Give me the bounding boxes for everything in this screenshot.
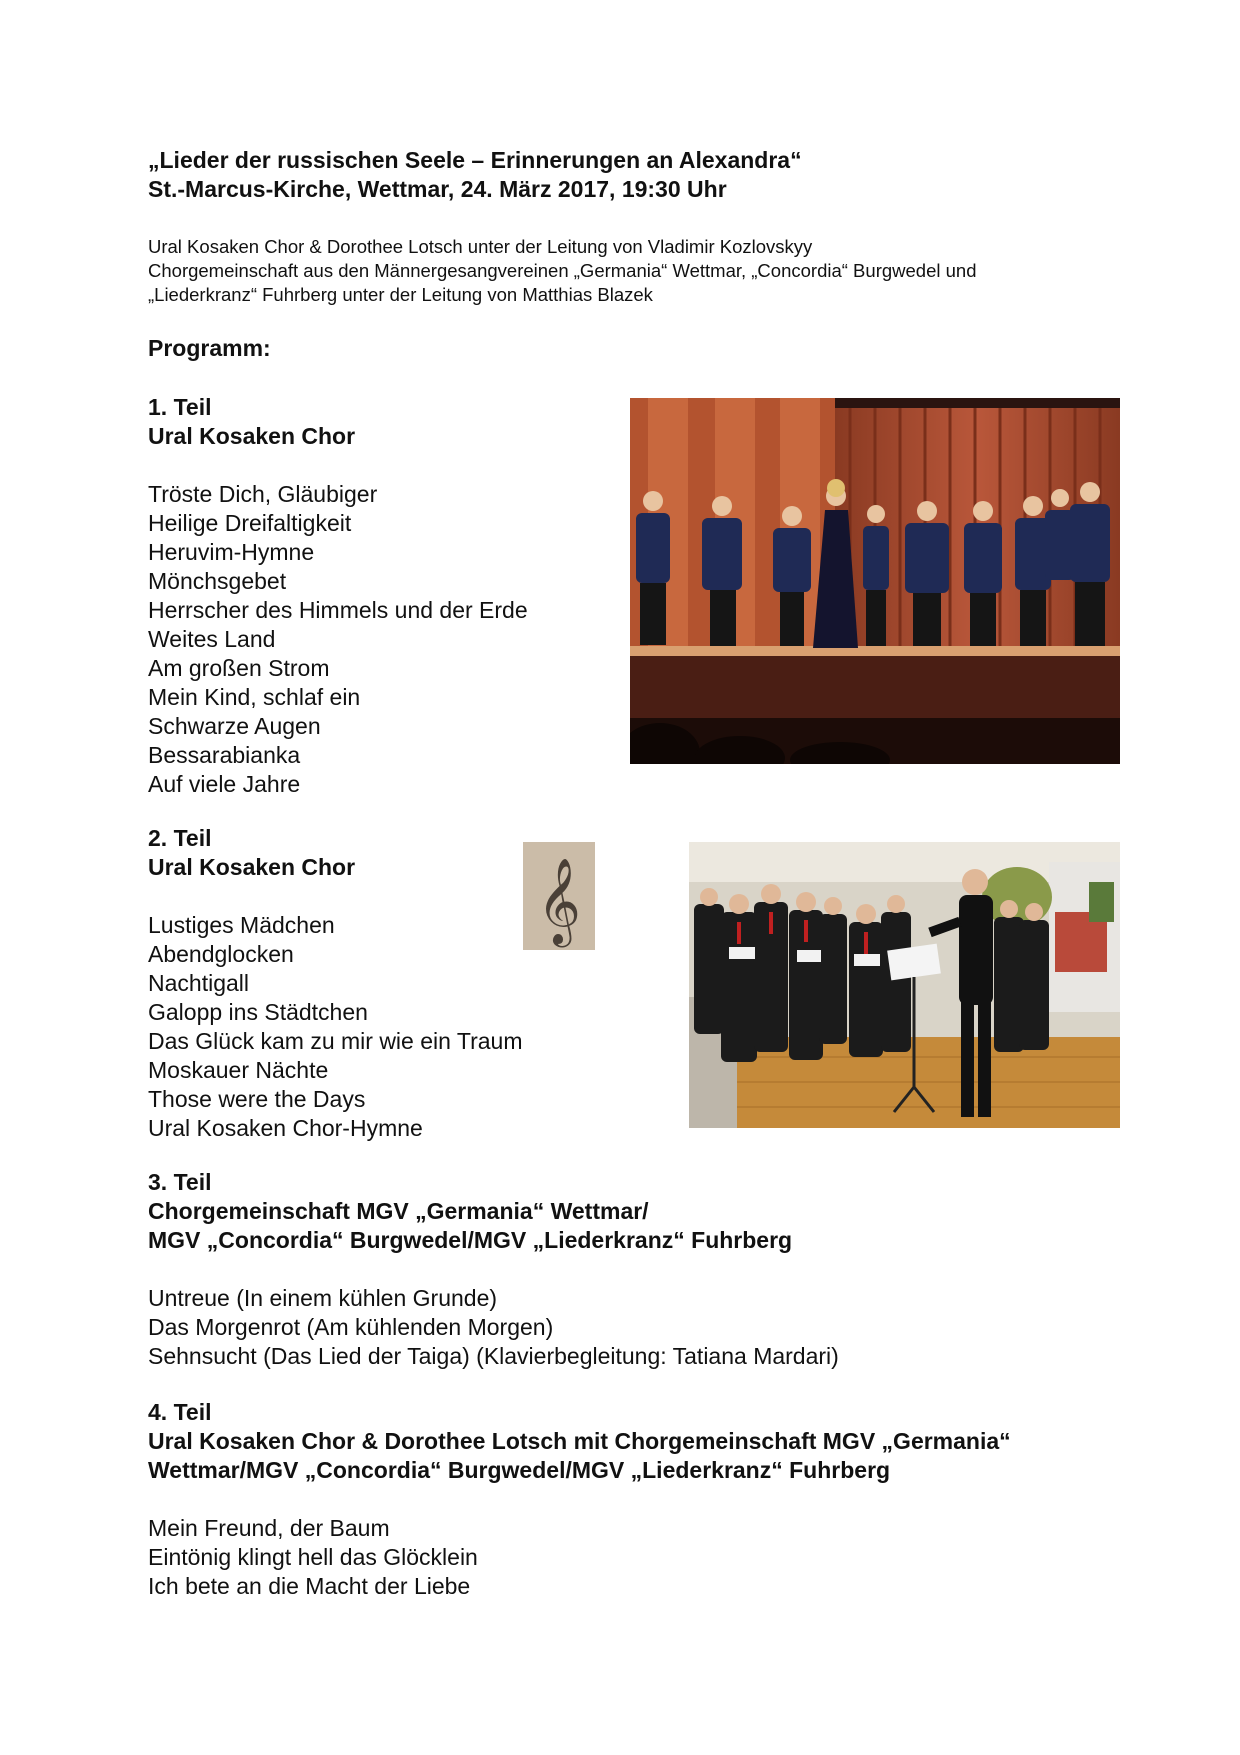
song-item: Bessarabianka [148, 742, 301, 768]
song-item: Auf viele Jahre [148, 771, 301, 797]
song-item: Heilige Dreifaltigkeit [148, 510, 352, 536]
stage-choir-illustration [630, 398, 1120, 764]
mens-choir-photo [689, 842, 1120, 1128]
song-item: Herrscher des Himmels und der Erde [148, 597, 528, 623]
song-item: Moskauer Nächte [148, 1057, 329, 1083]
part-performer: Chorgemeinschaft MGV „Germania“ Wettmar/ [148, 1198, 649, 1224]
song-item: Tröste Dich, Gläubiger [148, 481, 378, 507]
song-item: Galopp ins Städtchen [148, 999, 368, 1025]
program-part-3 [148, 1168, 839, 1371]
treble-clef-glyph [523, 842, 595, 950]
credits-line-2: Chorgemeinschaft aus den Männergesangvereinen „Germania“ Wettmar, „Concordia“ Burgwedel und [148, 260, 977, 281]
part-performer: Ural Kosaken Chor & Dorothee Lotsch mit Chorgemeinschaft MGV „Germania“ [148, 1428, 1011, 1454]
song-list [148, 480, 528, 799]
song-item: Ich bete an die Macht der Liebe [148, 1573, 471, 1599]
song-item: Weites Land [148, 626, 276, 652]
svg-text:𝄞: 𝄞 [537, 858, 581, 944]
song-list [148, 1514, 1011, 1601]
song-item: Lustiges Mädchen [148, 912, 335, 938]
credits-line-3: „Liederkranz“ Fuhrberg unter der Leitung von Matthias Blazek [148, 284, 653, 305]
treble-clef-icon [523, 842, 595, 950]
part-label: 2. Teil [148, 825, 212, 851]
part-performer: MGV „Concordia“ Burgwedel/MGV „Liederkranz“ Fuhrberg [148, 1227, 793, 1253]
song-item: Untreue (In einem kühlen Grunde) [148, 1285, 498, 1311]
song-list [148, 1284, 839, 1371]
song-item: Ural Kosaken Chor-Hymne [148, 1115, 423, 1141]
part-performer: Ural Kosaken Chor [148, 423, 356, 449]
song-item: Mönchsgebet [148, 568, 287, 594]
concert-title [148, 146, 802, 204]
title-line-2: St.-Marcus-Kirche, Wettmar, 24. März 2017, 19:30 Uhr [148, 176, 727, 202]
song-item: Nachtigall [148, 970, 249, 996]
song-item: Abendglocken [148, 941, 294, 967]
program-heading: Programm: [148, 335, 271, 361]
song-item: Am großen Strom [148, 655, 330, 681]
song-item: Mein Freund, der Baum [148, 1515, 390, 1541]
song-item: Those were the Days [148, 1086, 366, 1112]
part-label: 4. Teil [148, 1399, 212, 1425]
program-part-4 [148, 1398, 1011, 1601]
song-item: Schwarze Augen [148, 713, 321, 739]
song-item: Das Glück kam zu mir wie ein Traum [148, 1028, 523, 1054]
part-label: 3. Teil [148, 1169, 212, 1195]
mens-choir-illustration [689, 842, 1120, 1128]
song-item: Sehnsucht (Das Lied der Taiga) (Klavierbegleitung: Tatiana Mardari) [148, 1343, 839, 1369]
song-list [148, 911, 522, 1143]
part-label: 1. Teil [148, 394, 212, 420]
credits [148, 235, 976, 307]
part-performer: Ural Kosaken Chor [148, 854, 356, 880]
song-item: Das Morgenrot (Am kühlenden Morgen) [148, 1314, 554, 1340]
program-part-2 [148, 824, 522, 1143]
stage-choir-photo [630, 398, 1120, 764]
song-item: Eintönig klingt hell das Glöcklein [148, 1544, 478, 1570]
song-item: Mein Kind, schlaf ein [148, 684, 361, 710]
program-part-1 [148, 393, 528, 799]
credits-line-1: Ural Kosaken Chor & Dorothee Lotsch unter der Leitung von Vladimir Kozlovskyy [148, 236, 813, 257]
part-performer: Wettmar/MGV „Concordia“ Burgwedel/MGV „Liederkranz“ Fuhrberg [148, 1457, 891, 1483]
song-item: Heruvim-Hymne [148, 539, 315, 565]
title-line-1: „Lieder der russischen Seele – Erinnerungen an Alexandra“ [148, 147, 802, 173]
